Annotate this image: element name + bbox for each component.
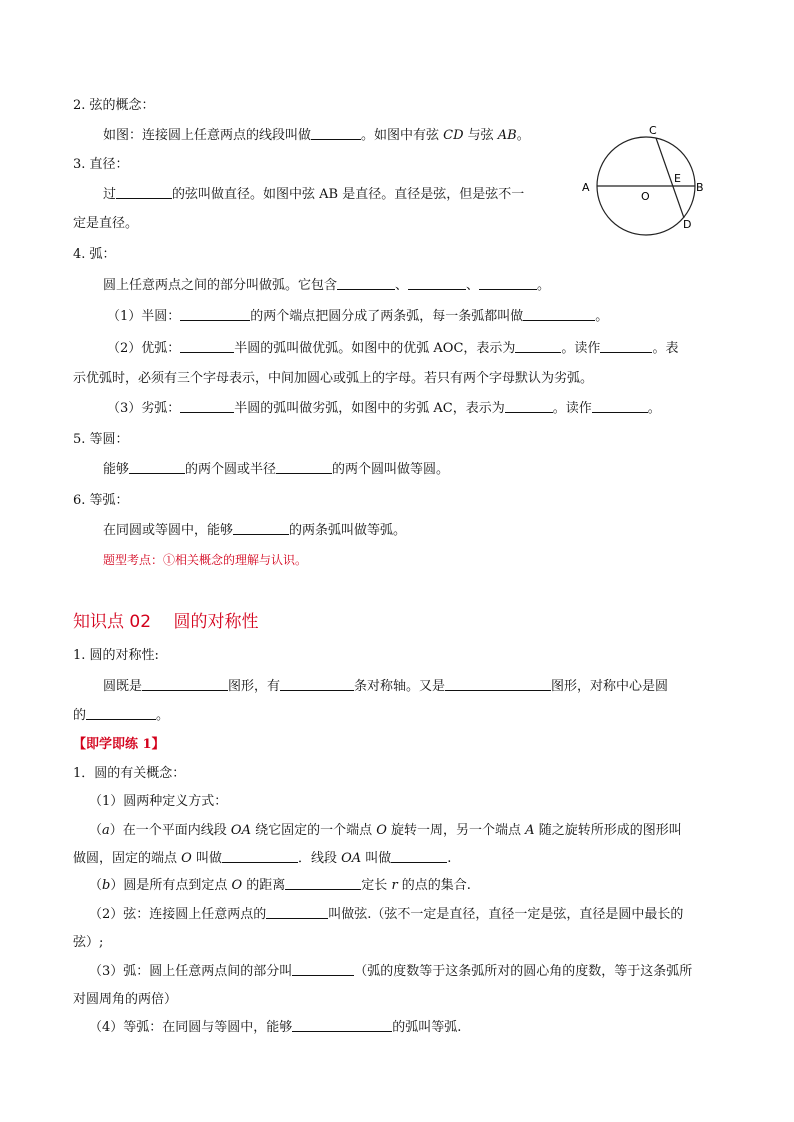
blank[interactable]	[86, 707, 156, 720]
text: 的	[73, 708, 87, 723]
text: 随之旋转所形成的图形叫	[534, 823, 682, 838]
text: OA	[230, 823, 251, 838]
text: 的两个圆或半径	[185, 462, 277, 477]
text: （3）弧：圆上任意两点间的部分叫	[89, 964, 293, 979]
question-type-note: 题型考点：①相关概念的理解与认识。	[103, 553, 308, 567]
text: 半圆的弧叫做劣弧，如图中的劣弧 AC，表示为	[234, 401, 505, 416]
blank[interactable]	[180, 308, 250, 321]
text: 条对称轴。又是	[354, 679, 446, 694]
text: 。读作	[561, 341, 601, 356]
symmetry-line-1	[103, 678, 668, 696]
text: ）圆是所有点到定点	[110, 878, 232, 893]
blank[interactable]	[391, 850, 447, 863]
practice-q1-3-line-1	[89, 963, 692, 981]
blank[interactable]	[337, 277, 395, 290]
section-4-item-1	[107, 308, 608, 326]
section-6-line-1	[103, 522, 406, 540]
blank[interactable]	[280, 678, 354, 691]
symmetry-line-2	[73, 707, 169, 725]
text: （2）优弧：	[107, 341, 181, 356]
text: 。	[595, 309, 609, 324]
text: 。如图中有弦	[361, 128, 444, 143]
section-3-line-2: 定是直径。	[73, 216, 139, 231]
practice-header: 【即学即练 1】	[73, 737, 165, 752]
text: 的弦叫做直径。如图中弦 AB 是直径。直径是弦，但是弦不一	[172, 187, 525, 202]
text: 。	[647, 401, 661, 416]
text: 的两条弧叫做等弧。	[289, 523, 407, 538]
practice-q1-b	[89, 877, 471, 895]
blank[interactable]	[445, 678, 551, 691]
practice-q1-2-line-2: 弦）;	[73, 935, 104, 950]
blank[interactable]	[292, 1019, 392, 1032]
blank[interactable]	[233, 522, 289, 535]
text: （4）等弧：在同圆与等圆中，能够	[89, 1020, 293, 1035]
text: 过	[103, 187, 117, 202]
blank[interactable]	[180, 400, 234, 413]
section-4-item-3	[107, 400, 661, 418]
practice-q1-part-1: （1）圆两种定义方式：	[89, 794, 228, 809]
text: 能够	[103, 462, 130, 477]
text: 绕它固定的一个端点	[250, 823, 377, 838]
text: 的两个圆叫做等圆。	[332, 462, 450, 477]
section-3-line-1	[103, 186, 524, 204]
text: 。表	[652, 341, 679, 356]
text: 圆既是	[103, 679, 143, 694]
label-e: E	[674, 172, 681, 185]
section-6-title: 6. 等弧：	[73, 493, 129, 508]
blank[interactable]	[600, 340, 652, 353]
blank[interactable]	[515, 340, 561, 353]
blank[interactable]	[408, 277, 466, 290]
text: 。	[516, 128, 530, 143]
section-5-line-1	[103, 461, 449, 479]
label-a: A	[582, 181, 590, 194]
blank[interactable]	[180, 340, 234, 353]
text: 半圆的弧叫做优弧。如图中的优弧 AOC，表示为	[234, 341, 516, 356]
text: b	[102, 878, 111, 893]
circle-figure	[578, 120, 708, 236]
section-4-title: 4. 弧：	[73, 247, 116, 262]
blank[interactable]	[222, 850, 298, 863]
text: 的弧叫等弧.	[392, 1020, 462, 1035]
section-2-line-1	[103, 127, 530, 145]
text: 叫做	[191, 851, 222, 866]
text: r	[391, 878, 398, 893]
label-o: O	[641, 190, 650, 203]
text: O	[181, 851, 192, 866]
blank[interactable]	[523, 308, 595, 321]
label-c: C	[649, 124, 657, 137]
text: 图形，有	[228, 679, 281, 694]
text: 叫做	[361, 851, 392, 866]
text: 、	[395, 278, 409, 293]
symmetry-title: 1. 圆的对称性:	[73, 648, 159, 663]
text: .	[447, 851, 452, 866]
text: O	[231, 878, 243, 893]
practice-q1-4	[89, 1019, 461, 1037]
section-2-title: 2. 弦的概念：	[73, 98, 155, 113]
text: （1）半圆：	[107, 309, 181, 324]
text: 圆上任意两点之间的部分叫做弧。它包含	[103, 278, 338, 293]
text: （	[89, 878, 103, 893]
section-4-item-2-cont: 示优弧时，必须有三个字母表示，中间加圆心或弧上的字母。若只有两个字母默认为劣弧。	[73, 371, 594, 386]
text: 的距离	[242, 878, 286, 893]
text: 旋转一周，另一个端点	[386, 823, 526, 838]
text: 与弦	[463, 128, 498, 143]
blank[interactable]	[142, 678, 228, 691]
text: 。	[156, 708, 170, 723]
text: A	[525, 823, 535, 838]
text: 。	[537, 278, 551, 293]
blank[interactable]	[479, 277, 537, 290]
text: （2）弦：连接圆上任意两点的	[89, 907, 267, 922]
practice-q1-a-line-2	[73, 850, 451, 868]
text: OA	[341, 851, 362, 866]
text: 定长	[361, 878, 392, 893]
text: （3）劣弧：	[107, 401, 181, 416]
blank[interactable]	[592, 400, 648, 413]
text: 。读作	[552, 401, 592, 416]
knowledge-point-02-header: 知识点 02 圆的对称性	[73, 612, 259, 632]
blank[interactable]	[311, 127, 361, 140]
practice-q1-3-line-2: 对圆周角的两倍）	[73, 992, 178, 1007]
text: 叫做弦.（弦不一定是直径，直径一定是弦，直径是圆中最长的	[328, 907, 684, 922]
text: 做圆，固定的端点	[73, 851, 182, 866]
blank[interactable]	[129, 461, 185, 474]
text: ．线段	[297, 851, 342, 866]
label-d: D	[683, 218, 692, 231]
text: O	[376, 823, 387, 838]
blank[interactable]	[505, 400, 553, 413]
section-3-title: 3. 直径：	[73, 157, 129, 172]
practice-q1-2-line-1	[89, 906, 683, 924]
text: ）在一个平面内线段	[109, 823, 231, 838]
text: 、	[466, 278, 480, 293]
blank[interactable]	[285, 877, 361, 890]
text: 的两个端点把圆分成了两条弧，每一条弧都叫做	[250, 309, 524, 324]
blank[interactable]	[292, 963, 354, 976]
blank[interactable]	[116, 186, 172, 199]
text: a	[102, 823, 110, 838]
label-b: B	[696, 181, 704, 194]
practice-question-1: 1．圆的有关概念：	[73, 766, 186, 781]
section-5-title: 5. 等圆：	[73, 432, 129, 447]
chord-ab-label: AB	[497, 128, 517, 143]
text: （弧的度数等于这条弧所对的圆心角的度数，等于这条弧所	[354, 964, 693, 979]
practice-q1-a-line-1	[89, 822, 682, 840]
blank[interactable]	[276, 461, 332, 474]
section-4-line-1	[103, 277, 550, 295]
text: 的点的集合.	[397, 878, 471, 893]
chord-cd-label: CD	[443, 128, 464, 143]
section-4-item-2	[107, 340, 678, 358]
blank[interactable]	[266, 906, 328, 919]
text: （	[89, 823, 103, 838]
text: 图形，对称中心是圆	[551, 679, 669, 694]
text: 在同圆或等圆中，能够	[103, 523, 234, 538]
text: 如图：连接圆上任意两点的线段叫做	[103, 128, 312, 143]
